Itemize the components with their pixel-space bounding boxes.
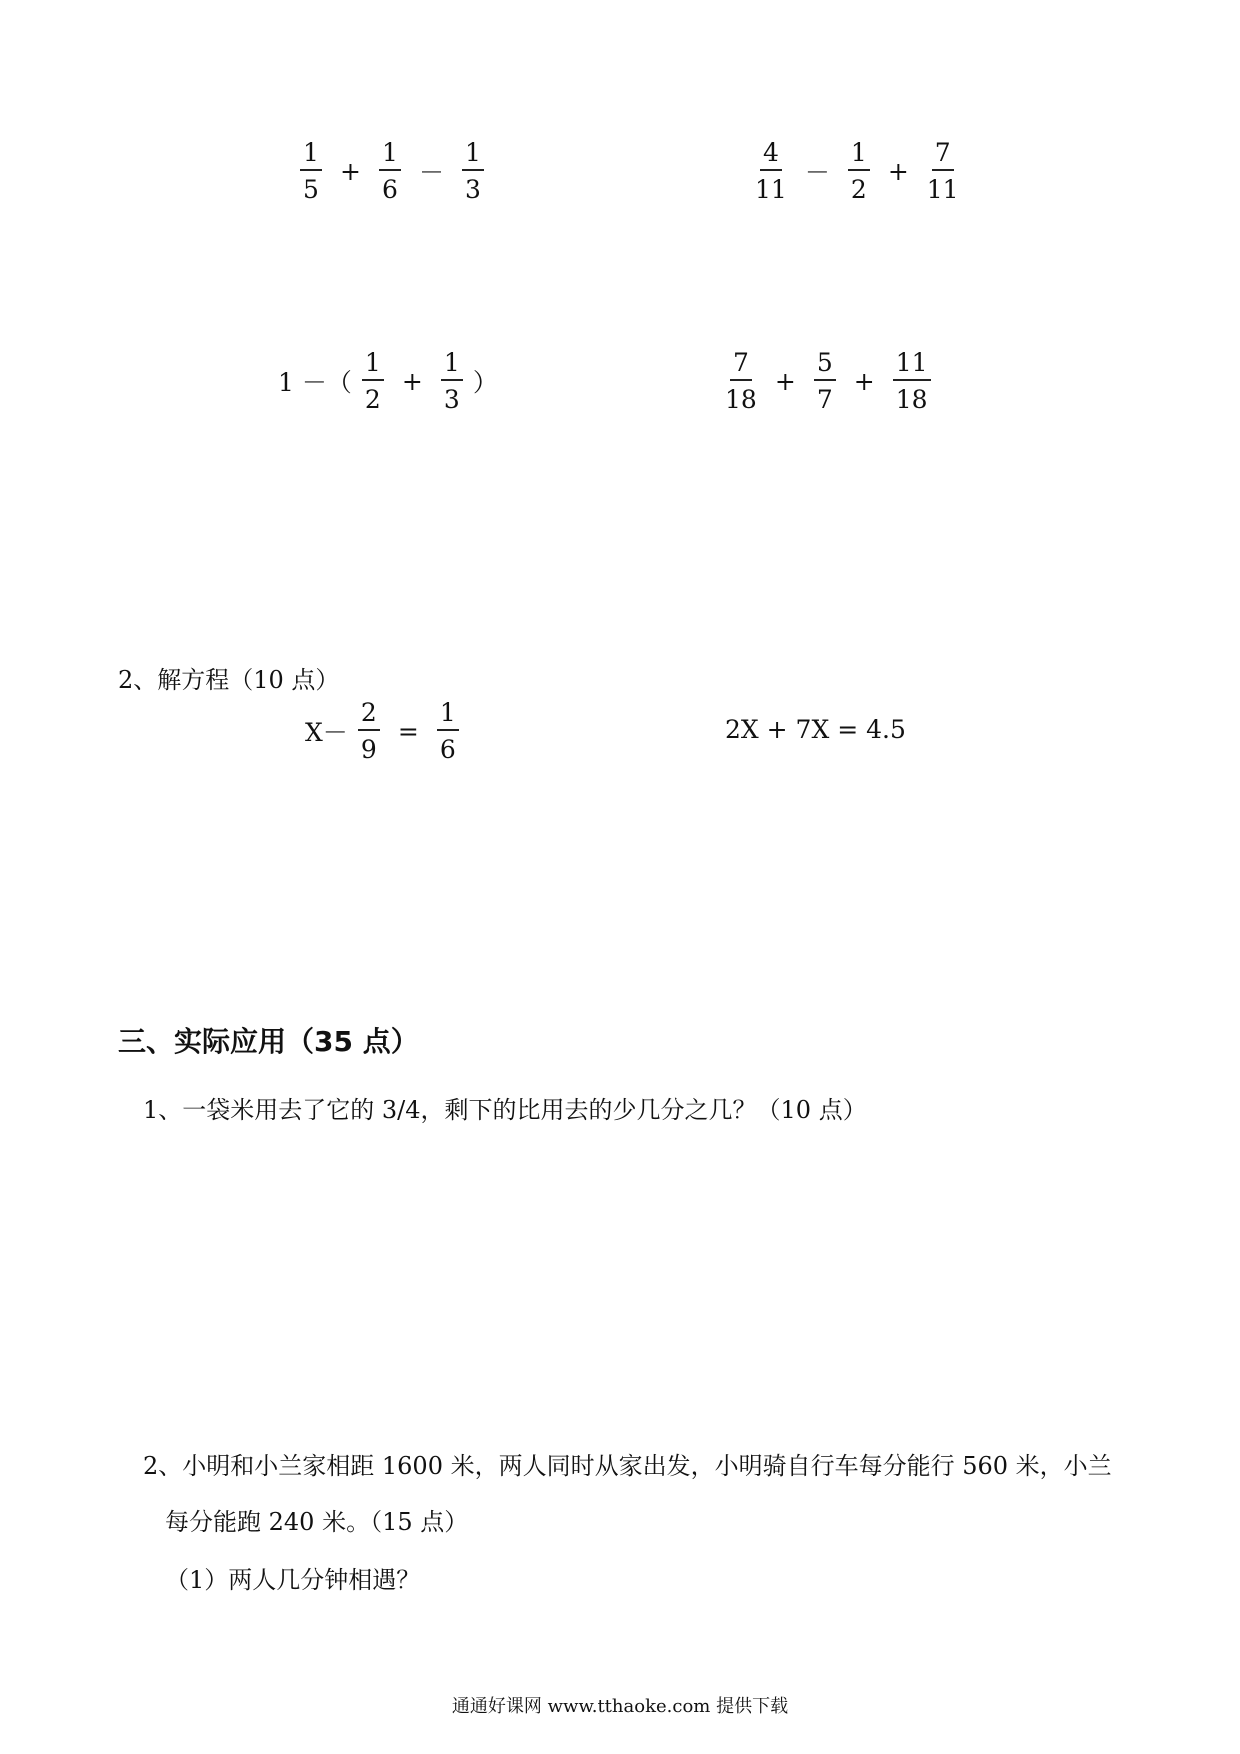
fraction: $\frac{7}{18}$ (725, 348, 757, 414)
operator: + (853, 366, 875, 396)
equation-1 (305, 700, 469, 762)
section-title: 三、实际应用（35 点） (118, 1025, 419, 1058)
operator: + (401, 366, 423, 396)
question-2-line-2: 每分能跑 240 米。（15 点） (165, 1508, 469, 1536)
expression-2 (745, 140, 969, 202)
expression-prefix: 1 －（ (278, 368, 352, 397)
operator: + (774, 366, 796, 396)
equals-sign: = (397, 716, 419, 746)
question-2-sub-1: （1）两人几分钟相遇？ (165, 1566, 421, 1594)
operator: － (804, 158, 830, 187)
expression-suffix: ） (472, 368, 498, 397)
footer-text: 通通好课网 www.tthaoke.com 提供下载 (451, 1696, 789, 1717)
equation-prefix: X－ (305, 718, 348, 747)
expression-3 (278, 350, 498, 412)
equation-2: 2X + 7X = 4.5 (725, 715, 906, 744)
fraction: $\frac{1}{6}$ (437, 700, 459, 762)
fraction: $\frac{4}{11}$ (755, 138, 787, 204)
question-2-line-1: 2、小明和小兰家相距 1600 米，两人同时从家出发，小明骑自行车每分能行 560 米，小兰 (143, 1452, 1112, 1480)
expression-4 (715, 350, 941, 412)
operator: + (340, 156, 361, 186)
fraction: $\frac{2}{9}$ (358, 700, 380, 762)
expression-1 (290, 140, 494, 202)
fraction: $\frac{11}{18}$ (893, 350, 931, 412)
fraction: $\frac{1}{2}$ (848, 140, 870, 202)
fraction: $\frac{1}{5}$ (300, 140, 322, 202)
question-1: 1、一袋米用去了它的 3/4，剩下的比用去的少几分之几？（10 点） (143, 1096, 867, 1124)
operator: － (418, 158, 444, 187)
operator: + (887, 156, 909, 186)
equations-label: 2、解方程（10 点） (118, 666, 340, 694)
fraction: $\frac{7}{11}$ (926, 138, 959, 204)
fraction: $\frac{5}{7}$ (814, 350, 836, 412)
fraction: $\frac{1}{3}$ (441, 350, 463, 412)
fraction: $\frac{1}{6}$ (379, 140, 401, 202)
fraction: $\frac{1}{2}$ (362, 350, 384, 412)
fraction: $\frac{1}{3}$ (462, 140, 484, 202)
